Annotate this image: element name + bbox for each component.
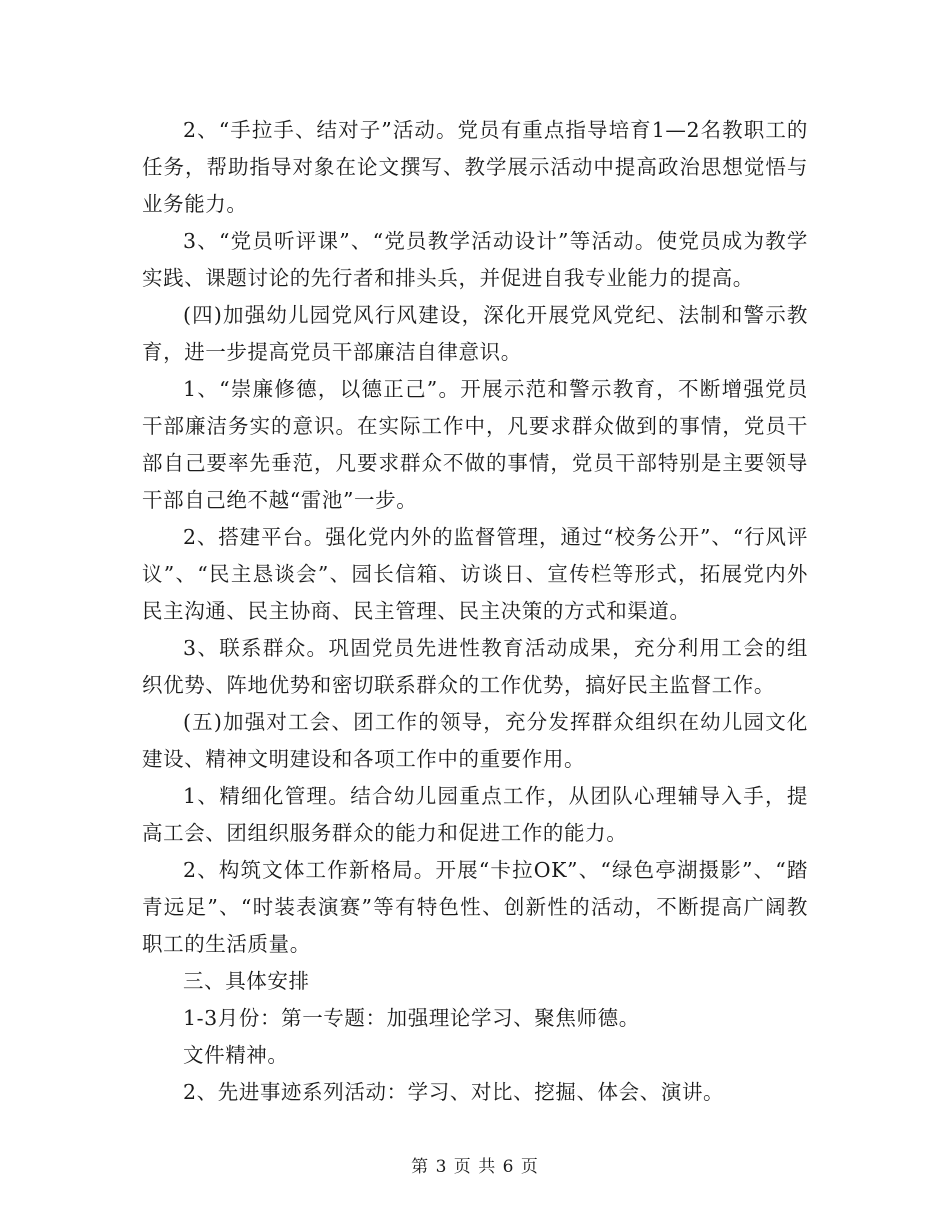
paragraph-schedule-month-1-3: 1-3月份：第一专题：加强理论学习、聚焦师德。 bbox=[183, 1006, 640, 1030]
paragraph-lesson-review: 3、“党员听评课”、“党员教学活动设计”等活动。使党员成为教学实践、课题讨论的先行者和排头兵，并促进自我专业能力的提高。 bbox=[142, 229, 808, 290]
paragraph-refined-management: 1、精细化管理。结合幼儿园重点工作，从团队心理辅导入手，提高工会、团组织服务群众的能力和促进工作的能力。 bbox=[142, 784, 808, 845]
paragraph-platform-building: 2、搭建平台。强化党内外的监督管理，通过“校务公开”、“行风评议”、“民主恳谈会”、园长信箱、访谈日、宣传栏等形式，拓展党内外民主沟通、民主协商、民主管理、民主决策的方式和渠道。 bbox=[142, 525, 808, 623]
document-body bbox=[142, 112, 808, 1111]
paragraph-advanced-deeds: 2、先进事迹系列活动：学习、对比、挖掘、体会、演讲。 bbox=[183, 1080, 725, 1104]
paragraph-section-four-heading: (四)加强幼儿园党风行风建设，深化开展党风党纪、法制和警示教育，进一步提高党员干部廉洁自律意识。 bbox=[142, 303, 808, 364]
paragraph-pair-mentoring: 2、“手拉手、结对子”活动。党员有重点指导培育1—2名教职工的任务，帮助指导对象在论文撰写、教学展示活动中提高政治思想觉悟与业务能力。 bbox=[142, 118, 808, 216]
paragraph-culture-sports: 2、构筑文体工作新格局。开展“卡拉OK”、“绿色亭湖摄影”、“踏青远足”、“时装表演赛”等有特色性、创新性的活动，不断提高广阔教职工的生活质量。 bbox=[142, 858, 808, 956]
paragraph-section-three-heading: 三、具体安排 bbox=[183, 969, 310, 993]
paragraph-document-spirit: 文件精神。 bbox=[183, 1043, 289, 1067]
paragraph-connect-masses: 3、联系群众。巩固党员先进性教育活动成果，充分利用工会的组织优势、阵地优势和密切联系群众的工作优势，搞好民主监督工作。 bbox=[142, 636, 808, 697]
paragraph-integrity-education: 1、“崇廉修德，以德正己”。开展示范和警示教育，不断增强党员干部廉洁务实的意识。在实际工作中，凡要求群众做到的事情，党员干部自己要率先垂范，凡要求群众不做的事情，党员干部特别是主要领导干部自己绝不越“雷池”一步。 bbox=[142, 377, 808, 512]
paragraph-section-five-heading: (五)加强对工会、团工作的领导，充分发挥群众组织在幼儿园文化建设、精神文明建设和各项工作中的重要作用。 bbox=[142, 710, 808, 771]
page-footer: 第 3 页 共 6 页 bbox=[411, 1157, 539, 1177]
